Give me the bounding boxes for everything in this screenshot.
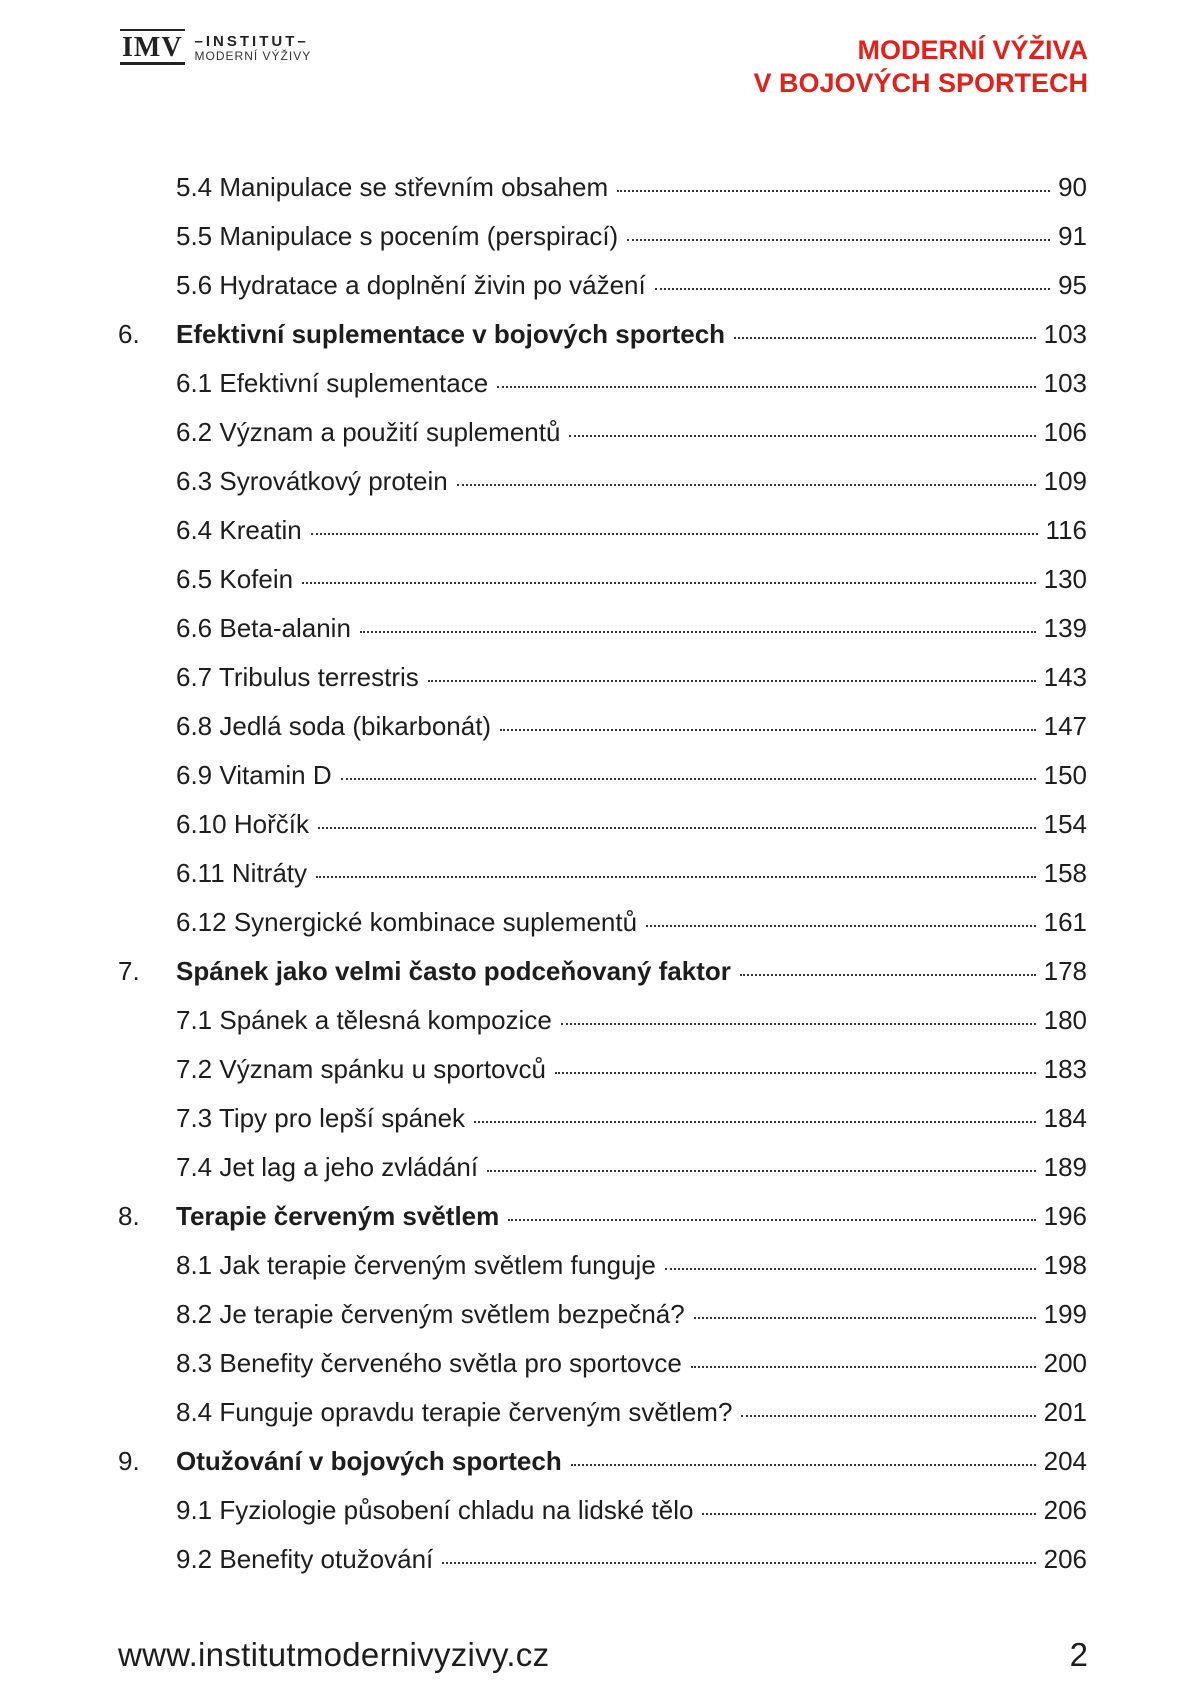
toc-title: 7.4 Jet lag a jeho zvládání [176,1152,479,1182]
toc-title: 8.1 Jak terapie červeným světlem funguje [176,1250,656,1280]
toc-section-row[interactable] [118,466,1087,515]
toc-dot-leader [500,729,1036,731]
toc-page-number: 150 [1043,760,1087,790]
toc-section-row[interactable] [118,515,1087,564]
toc-page-number: 103 [1043,368,1087,398]
toc-section-row[interactable] [118,760,1087,809]
toc-dot-leader [316,876,1036,878]
toc-section-row[interactable] [118,1348,1087,1397]
toc-section-row[interactable] [118,417,1087,466]
institute-logo [120,32,311,65]
toc-section-row[interactable] [118,1152,1087,1201]
toc-section-row[interactable] [118,368,1087,417]
logo-subtitle: MODERNÍ VÝŽIVY [194,48,312,63]
toc-title: 6.10 Hořčík [176,809,309,839]
header-title-line2: V BOJOVÝCH SPORTECH [753,68,1088,98]
toc-page-number: 143 [1043,662,1087,692]
toc-chapter-row[interactable] [118,319,1087,368]
toc-page-number: 201 [1043,1397,1087,1427]
toc-title: 8.3 Benefity červeného světla pro sportovce [176,1348,682,1378]
footer-website-url: www.institutmodernivyzivy.cz [118,1636,550,1673]
toc-page-number: 90 [1058,172,1087,202]
document-header-title [753,34,1088,100]
logo-name: –INSTITUT– [194,32,309,50]
toc-dot-leader [702,1513,1035,1515]
toc-title: 6.12 Synergické kombinace suplementů [176,907,638,937]
toc-title: 6.4 Kreatin [176,515,302,545]
toc-dot-leader [474,1121,1036,1123]
toc-title: 9.2 Benefity otužování [176,1544,434,1574]
logo-text [195,34,312,64]
toc-dot-leader [734,337,1036,339]
toc-dot-leader [655,288,1050,290]
toc-page-number: 106 [1043,417,1087,447]
toc-title: 7.2 Význam spánku u sportovců [176,1054,546,1084]
toc-section-row[interactable] [118,662,1087,711]
toc-dot-leader [341,778,1036,780]
toc-section-row[interactable] [118,1495,1087,1544]
toc-section-row[interactable] [118,1397,1087,1446]
toc-page-number: 180 [1043,1005,1087,1035]
toc-title: 5.6 Hydratace a doplnění živin po vážení [176,270,646,300]
toc-dot-leader [694,1317,1036,1319]
toc-title: 6.5 Kofein [176,564,294,594]
toc-page-number: 130 [1043,564,1087,594]
toc-page-number: 95 [1058,270,1087,300]
toc-page-number: 206 [1043,1495,1087,1525]
header-title-line1: MODERNÍ VÝŽIVA [857,35,1088,65]
toc-page-number: 91 [1058,221,1087,251]
toc-page-number: 199 [1043,1299,1087,1329]
toc-dot-leader [497,386,1035,388]
toc-title: 6.6 Beta-alanin [176,613,351,643]
toc-page-number: 154 [1043,809,1087,839]
toc-section-row[interactable] [118,809,1087,858]
toc-page-number: 139 [1043,613,1087,643]
toc-section-row[interactable] [118,270,1087,319]
toc-title: 5.4 Manipulace se střevním obsahem [176,172,609,202]
toc-section-row[interactable] [118,1005,1087,1054]
toc-section-row[interactable] [118,1299,1087,1348]
toc-title: 8.4 Funguje opravdu terapie červeným světlem? [176,1397,733,1427]
toc-dot-leader [571,1464,1036,1466]
toc-dot-leader [741,1415,1035,1417]
toc-title: 6.2 Význam a použití suplementů [176,417,561,447]
toc-dot-leader [302,582,1036,584]
toc-dot-leader [561,1023,1036,1025]
toc-page-number: 109 [1043,466,1087,496]
toc-page-number: 198 [1043,1250,1087,1280]
logo-mark: IMV [122,32,183,63]
toc-title: 6.7 Tribulus terrestris [176,662,419,692]
toc-title: Terapie červeným světlem [176,1201,500,1231]
toc-dot-leader [442,1562,1035,1564]
toc-section-row[interactable] [118,172,1087,221]
toc-section-row[interactable] [118,1054,1087,1103]
toc-section-row[interactable] [118,613,1087,662]
toc-dot-leader [617,190,1050,192]
toc-number: 6. [118,319,140,349]
toc-section-row[interactable] [118,1250,1087,1299]
toc-page-number: 183 [1043,1054,1087,1084]
toc-title: 6.8 Jedlá soda (bikarbonát) [176,711,492,741]
toc-title: 5.5 Manipulace s pocením (perspirací) [176,221,619,251]
toc-page-number: 204 [1043,1446,1087,1476]
toc-section-row[interactable] [118,564,1087,613]
toc-title: 6.3 Syrovátkový protein [176,466,448,496]
toc-dot-leader [627,239,1050,241]
toc-title: 6.9 Vitamin D [176,760,332,790]
toc-dot-leader [311,533,1038,535]
toc-number: 9. [118,1446,140,1476]
toc-page-number: 116 [1045,515,1087,545]
toc-section-row[interactable] [118,907,1087,956]
toc-dot-leader [740,974,1036,976]
toc-dot-leader [360,631,1036,633]
toc-dot-leader [691,1366,1036,1368]
toc-section-row[interactable] [118,1544,1087,1593]
toc-dot-leader [318,827,1036,829]
toc-dot-leader [569,435,1035,437]
toc-title: Efektivní suplementace v bojových sportech [176,319,726,349]
toc-title: Spánek jako velmi často podceňovaný faktor [176,956,731,986]
toc-page-number: 200 [1043,1348,1087,1378]
toc-section-row[interactable] [118,221,1087,270]
toc-page-number: 161 [1043,907,1087,937]
toc-dot-leader [665,1268,1036,1270]
toc-title: 8.2 Je terapie červeným světlem bezpečná? [176,1299,685,1329]
toc-dot-leader [487,1170,1036,1172]
toc-title: 9.1 Fyziologie působení chladu na lidské tělo [176,1495,694,1525]
toc-section-row[interactable] [118,858,1087,907]
toc-number: 7. [118,956,140,986]
toc-dot-leader [428,680,1036,682]
toc-dot-leader [457,484,1036,486]
toc-number: 8. [118,1201,140,1231]
toc-dot-leader [508,1219,1035,1221]
toc-dot-leader [555,1072,1036,1074]
toc-page-number: 196 [1043,1201,1087,1231]
toc-chapter-row[interactable] [118,1446,1087,1495]
toc-page-number: 206 [1043,1544,1087,1574]
toc-chapter-row[interactable] [118,1201,1087,1250]
toc-title: 7.1 Spánek a tělesná kompozice [176,1005,552,1035]
toc-title: 6.1 Efektivní suplementace [176,368,489,398]
toc-section-row[interactable] [118,711,1087,760]
toc-page-number: 184 [1043,1103,1087,1133]
toc-page-number: 158 [1043,858,1087,888]
toc-title: 6.11 Nitráty [176,858,308,888]
toc-page-number: 189 [1043,1152,1087,1182]
toc-title: Otužování v bojových sportech [176,1446,562,1476]
toc-page-number: 103 [1043,319,1087,349]
toc-page-number: 147 [1043,711,1087,741]
footer-page-number: 2 [1069,1636,1088,1673]
toc-dot-leader [646,925,1036,927]
toc-chapter-row[interactable] [118,956,1087,1005]
toc-page-number: 178 [1043,956,1087,986]
toc-title: 7.3 Tipy pro lepší spánek [176,1103,466,1133]
table-of-contents [118,172,1087,1593]
toc-section-row[interactable] [118,1103,1087,1152]
